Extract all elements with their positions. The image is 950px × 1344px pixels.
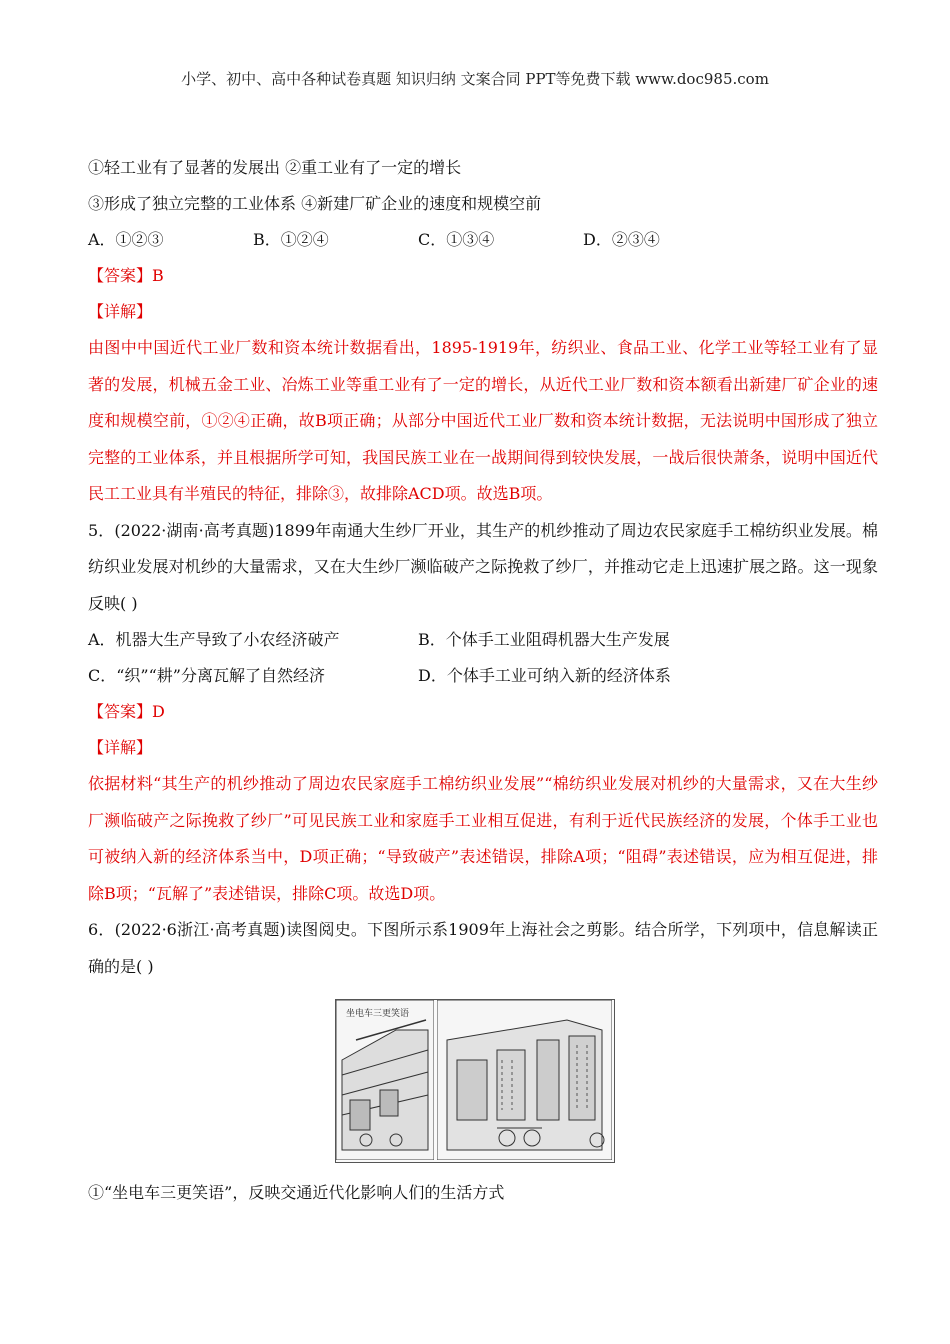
- q5-option-b: B．个体手工业阻碍机器大生产发展: [418, 630, 670, 649]
- q6-stem: 6．(2022·6浙江·高考真题)读图阅史。下图所示系1909年上海社会之剪影。结合所学，下列项中，信息解读正确的是( ): [88, 920, 878, 976]
- q4-detail-label: 【详解】: [88, 302, 153, 321]
- q4-options: [88, 222, 878, 258]
- q4-option-c: C．①③④: [418, 230, 495, 249]
- q5-options-row1: [88, 622, 878, 658]
- historical-illustration: [335, 999, 615, 1163]
- q5-answer: 【答案】D: [88, 702, 165, 721]
- q5-detail: 依据材料“其生产的机纱推动了周边农民家庭手工棉纺织业发展”“棉纺织业发展对机纱的大量需求，又在大生纱厂濒临破产之际挽救了纱厂”可见民族工业和家庭手工业相互促进，有利于近代民族经济的发展，个体手工业也可被纳入新的经济体系当中，D项正确；“导致破产”表述错误，排除A项；“阻碍”表述错误，应为相互促进，排除B项；“瓦解了”表述错误，排除C项。故选D项。: [88, 774, 878, 903]
- illustration-right-panel: [437, 1000, 612, 1160]
- document-body: [88, 150, 878, 1211]
- illustration-caption: 坐电车三更笑语: [346, 1009, 410, 1019]
- q4-answer: 【答案】B: [88, 266, 164, 285]
- q4-items-line2: ③形成了独立完整的工业体系 ④新建厂矿企业的速度和规模空前: [88, 194, 542, 213]
- q4-option-a: A．①②③: [88, 230, 164, 249]
- q4-items-line1: ①轻工业有了显著的发展出 ②重工业有了一定的增长: [88, 158, 462, 177]
- q4-option-b: B．①②④: [253, 230, 329, 249]
- q5-detail-label: 【详解】: [88, 738, 153, 757]
- q6-item1: ①“坐电车三更笑语”，反映交通近代化影响人们的生活方式: [88, 1183, 505, 1202]
- q5-option-a: A．机器大生产导致了小农经济破产: [88, 630, 340, 649]
- q5-option-c: C．“织”“耕”分离瓦解了自然经济: [88, 666, 325, 685]
- q5-options-row2: [88, 658, 878, 694]
- q5-option-d: D．个体手工业可纳入新的经济体系: [418, 666, 671, 685]
- q4-detail: 由图中中国近代工业厂数和资本统计数据看出，1895-1919年，纺织业、食品工业、化学工业等轻工业有了显著的发展，机械五金工业、冶炼工业等重工业有了一定的增长，从近代工业厂数和资本额看出新建厂矿企业的速度和规模空前，①②④正确，故B项正确；从部分中国近代工业厂数和资本统计数据，无法说明中国形成了独立完整的工业体系，并且根据所学可知，我国民族工业在一战期间得到较快发展，一战后很快萧条，说明中国近代民工工业具有半殖民的特征，排除③，故排除ACD项。故选B项。: [88, 338, 878, 503]
- q4-option-d: D．②③④: [583, 230, 660, 249]
- q5-stem: 5．(2022·湖南·高考真题)1899年南通大生纱厂开业，其生产的机纱推动了周边农民家庭手工棉纺织业发展。棉纺织业发展对机纱的大量需求，又在大生纱厂濒临破产之际挽救了纱厂，并推动它走上迅速扩展之路。这一现象反映( ): [88, 520, 878, 613]
- page-header: 小学、初中、高中各种试卷真题 知识归纳 文案合同 PPT等免费下载 www.doc985.com: [181, 70, 769, 88]
- illustration-left-panel: [336, 1000, 434, 1160]
